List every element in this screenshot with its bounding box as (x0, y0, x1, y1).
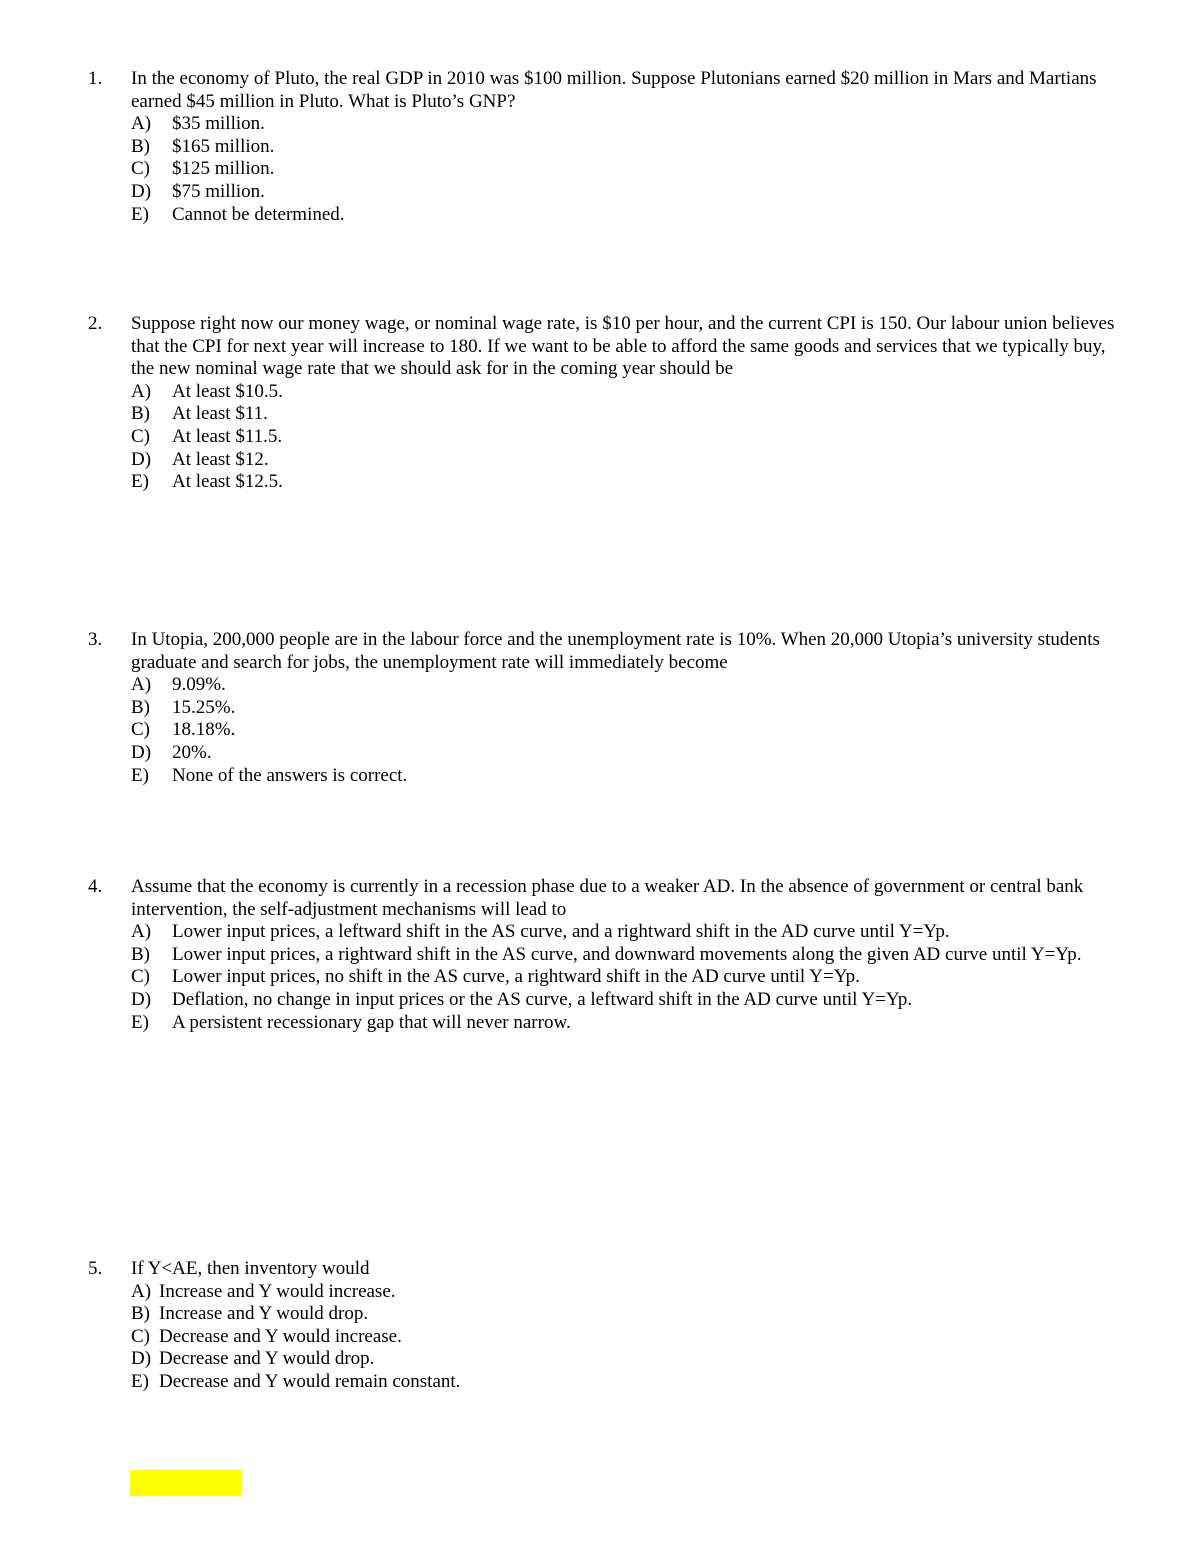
question-4 (88, 876, 1128, 1034)
option-b (131, 944, 1128, 967)
option-letter: C) (131, 425, 150, 447)
option-e (131, 1012, 1128, 1035)
yellow-highlight (130, 1470, 242, 1496)
question-text: In the economy of Pluto, the real GDP in 2010 was $100 million. Suppose Plutonians earned $20 million in Mars and Martians earned $45 million in Pluto. What is Pluto’s GNP? (131, 68, 1097, 112)
answer-options (131, 113, 1128, 226)
option-c (131, 966, 1128, 989)
option-letter: B) (131, 943, 150, 965)
question-number: 4. (88, 876, 103, 897)
option-letter: E) (131, 1370, 149, 1392)
option-text: Cannot be determined. (172, 203, 345, 225)
option-letter: D) (131, 988, 152, 1010)
answer-options (131, 921, 1128, 1034)
option-text: Increase and Y would drop. (159, 1303, 369, 1325)
option-a (131, 921, 1128, 944)
question-text: Suppose right now our money wage, or nominal wage rate, is $10 per hour, and the current CPI is 150. Our labour union believes that the CPI for next year will increase to 180. If we want to be able to afford the same goods and services that we typically buy, the new nominal wage rate that we should ask for in the coming year should be (131, 313, 1115, 380)
option-text: At least $10.5. (172, 380, 283, 402)
question-number: 2. (88, 313, 103, 334)
option-letter: B) (131, 135, 150, 157)
option-text: $75 million. (172, 180, 265, 202)
option-b (131, 1303, 1128, 1326)
question-3 (88, 629, 1128, 787)
question-text: Assume that the economy is currently in a recession phase due to a weaker AD. In the absence of government or central bank intervention, the self-adjustment mechanisms will lead to (131, 876, 1084, 920)
option-text: $125 million. (172, 158, 275, 180)
option-text: 15.25%. (172, 696, 236, 718)
option-letter: C) (131, 158, 150, 180)
option-text: Deflation, no change in input prices or the AS curve, a leftward shift in the AD curve until Y=Yp. (172, 988, 913, 1010)
question-text: If Y<AE, then inventory would (131, 1258, 370, 1279)
option-letter: B) (131, 403, 150, 425)
option-e (131, 1371, 1128, 1394)
option-c (131, 719, 1128, 742)
option-text: Lower input prices, a leftward shift in the AS curve, and a rightward shift in the AD curve until Y=Yp. (172, 921, 950, 943)
question-number: 3. (88, 629, 103, 650)
answer-options (131, 381, 1128, 494)
question-2 (88, 313, 1128, 494)
option-d (131, 742, 1128, 765)
option-text: $35 million. (172, 113, 265, 135)
option-letter: A) (131, 113, 152, 135)
option-letter: A) (131, 674, 152, 696)
option-text: Lower input prices, no shift in the AS curve, a rightward shift in the AD curve until Y=Yp. (172, 966, 860, 988)
option-text: Decrease and Y would drop. (159, 1348, 375, 1370)
option-d (131, 449, 1128, 472)
option-c (131, 426, 1128, 449)
option-a (131, 674, 1128, 697)
option-b (131, 403, 1128, 426)
option-a (131, 381, 1128, 404)
option-letter: B) (131, 696, 150, 718)
option-e (131, 765, 1128, 788)
question-body (131, 313, 1128, 494)
option-letter: E) (131, 764, 149, 786)
option-letter: C) (131, 719, 150, 741)
option-text: At least $11.5. (172, 425, 283, 447)
option-c (131, 158, 1128, 181)
option-text: At least $12.5. (172, 471, 283, 493)
option-text: None of the answers is correct. (172, 764, 408, 786)
question-5 (88, 1258, 1128, 1394)
option-text: $165 million. (172, 135, 275, 157)
answer-options (131, 674, 1128, 787)
option-letter: D) (131, 1348, 152, 1370)
option-b (131, 697, 1128, 720)
option-text: At least $12. (172, 448, 269, 470)
option-text: 18.18%. (172, 719, 236, 741)
option-text: A persistent recessionary gap that will never narrow. (172, 1011, 571, 1033)
option-b (131, 136, 1128, 159)
option-d (131, 1348, 1128, 1371)
option-text: Lower input prices, a rightward shift in the AS curve, and downward movements along the given AD curve until Y=Yp. (172, 943, 1082, 965)
option-text: 9.09%. (172, 674, 226, 696)
option-a (131, 113, 1128, 136)
option-letter: E) (131, 203, 149, 225)
question-body (131, 68, 1128, 226)
option-letter: A) (131, 1280, 152, 1302)
option-text: Decrease and Y would remain constant. (159, 1370, 461, 1392)
option-e (131, 471, 1128, 494)
question-number: 1. (88, 68, 103, 89)
option-letter: E) (131, 1011, 149, 1033)
option-letter: D) (131, 180, 152, 202)
question-number: 5. (88, 1258, 103, 1279)
question-body (131, 629, 1128, 787)
question-text: In Utopia, 200,000 people are in the labour force and the unemployment rate is 10%. When 20,000 Utopia’s university students graduate and search for jobs, the unemployment rate will immediately become (131, 629, 1100, 673)
option-letter: C) (131, 966, 150, 988)
option-text: At least $11. (172, 403, 268, 425)
option-text: Increase and Y would increase. (159, 1280, 396, 1302)
option-text: 20%. (172, 741, 212, 763)
question-1 (88, 68, 1128, 226)
option-letter: D) (131, 448, 152, 470)
question-body (131, 876, 1128, 1034)
option-a (131, 1281, 1128, 1304)
option-letter: C) (131, 1325, 150, 1347)
option-letter: E) (131, 471, 149, 493)
option-c (131, 1326, 1128, 1349)
option-letter: A) (131, 921, 152, 943)
question-body (131, 1258, 1128, 1394)
option-letter: D) (131, 741, 152, 763)
option-letter: A) (131, 380, 152, 402)
option-text: Decrease and Y would increase. (159, 1325, 402, 1347)
option-d (131, 181, 1128, 204)
option-letter: B) (131, 1303, 150, 1325)
answer-options (131, 1281, 1128, 1394)
option-e (131, 204, 1128, 227)
option-d (131, 989, 1128, 1012)
